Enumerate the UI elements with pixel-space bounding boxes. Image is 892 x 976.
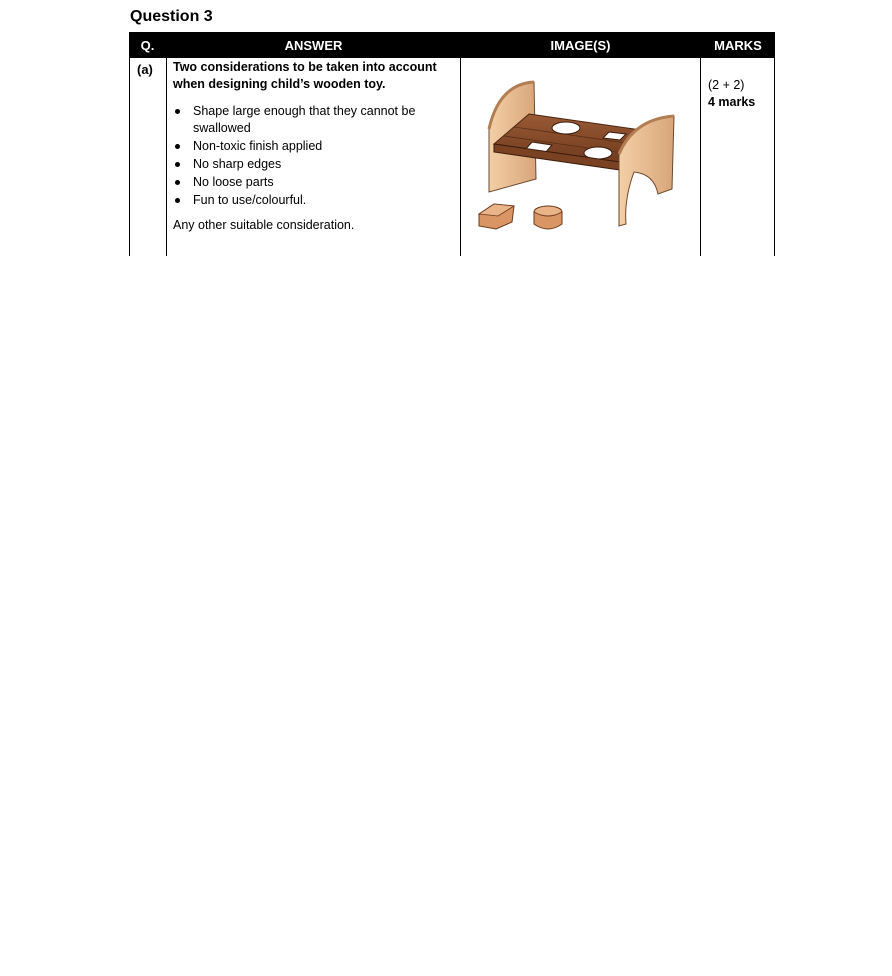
answer-footer: Any other suitable consideration.: [173, 218, 355, 232]
marks-total: 4 marks: [708, 95, 756, 109]
wooden-toy-image: [474, 74, 694, 234]
question-title: Question 3: [130, 8, 213, 25]
list-item: Shape large enough that they cannot be swallowed: [173, 103, 455, 137]
list-item: Non-toxic finish applied: [173, 138, 455, 155]
answer-heading: Two considerations to be taken into account when designing child’s wooden toy.: [173, 60, 437, 91]
answer-cell: [173, 59, 455, 234]
list-item: No sharp edges: [173, 156, 455, 173]
question-part-label: (a): [137, 62, 153, 77]
marks-breakdown: (2 + 2): [708, 78, 745, 92]
list-item: No loose parts: [173, 174, 455, 191]
marks-cell: [708, 77, 772, 111]
grid-line: [166, 32, 167, 256]
wooden-toy-illustration: [474, 74, 694, 234]
grid-line: [774, 32, 775, 256]
grid-line: [460, 32, 461, 256]
header-marks: MARKS: [701, 32, 775, 58]
list-item: Fun to use/colourful.: [173, 192, 455, 209]
header-q: Q.: [129, 32, 166, 58]
grid-line: [700, 32, 701, 256]
header-answer: ANSWER: [167, 32, 460, 58]
grid-line: [129, 32, 130, 256]
header-images: IMAGE(S): [461, 32, 700, 58]
answer-bullet-list: [173, 103, 455, 209]
mark-scheme-table: [129, 32, 775, 256]
